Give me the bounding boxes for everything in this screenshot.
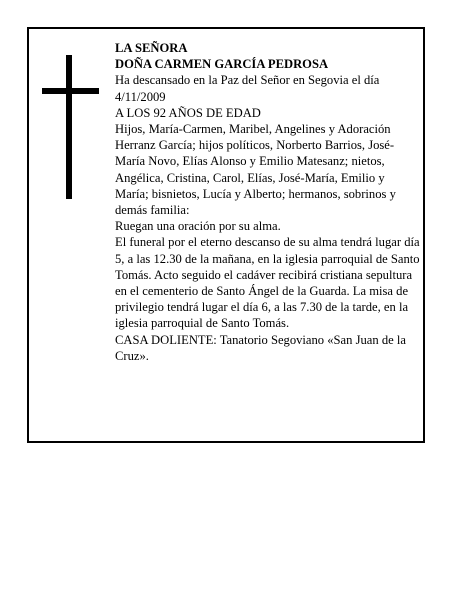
prayer-request: Ruegan una oración por su alma. <box>115 219 281 234</box>
notice-text <box>115 40 421 364</box>
death-statement: Ha descansado en la Paz del Señor en Segovia el día 4/11/2009 <box>115 73 380 104</box>
latin-cross-icon <box>42 55 99 199</box>
funeral-details: El funeral por el eterno descanso de su alma tendrá lugar día 5, a las 12.30 de la mañana, en la iglesia parroquial de Santo Tomás. Acto seguido el cadáver recibirá cristiana sepultura en el cementerio de Santo Ángel de la Guarda. La misa de privilegio tendrá lugar el día 6, a las 7.30 de la tarde, en la iglesia parroquial de Santo Tomás. <box>115 235 420 331</box>
notice-heading: LA SEÑORA <box>115 41 188 55</box>
cross-horizontal-bar <box>42 88 99 94</box>
obituary-notice <box>27 27 425 443</box>
age-line: A LOS 92 AÑOS DE EDAD <box>115 105 261 120</box>
cross-vertical-bar <box>66 55 72 199</box>
deceased-name: DOÑA CARMEN GARCÍA PEDROSA <box>115 57 329 72</box>
family-list: Hijos, María-Carmen, Maribel, Angelines y Adoración Herranz García; hijos políticos, Norberto Barrios, José-María Novo, Elías Alonso y Emilio Matesanz; nietos, Angélica, Cristina, Carol, Elías, José-María, Emilio y María; bisnietos, Lucía y Alberto; hermanos, sobrinos y demás familia: <box>115 122 396 218</box>
mourning-house: CASA DOLIENTE: Tanatorio Segoviano «San Juan de la Cruz». <box>115 332 406 363</box>
